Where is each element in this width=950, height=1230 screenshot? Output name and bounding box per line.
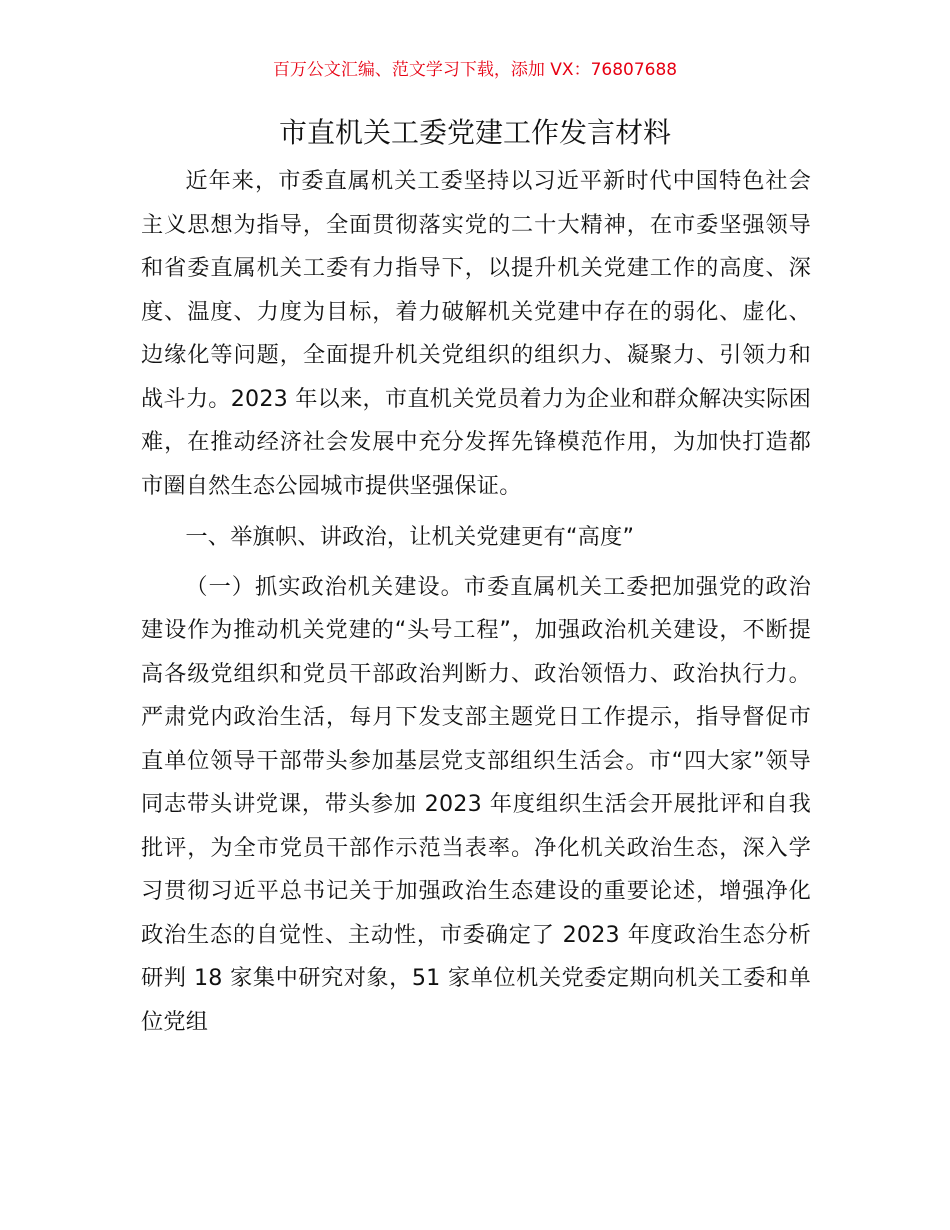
- document-title: 市直机关工委党建工作发言材料: [278, 116, 671, 149]
- paragraph-subsection-1: （一）抓实政治机关建设。市委直属机关工委把加强党的政治建设作为推动机关党建的“头号工程”，加强政治机关建设，不断提高各级党组织和党员干部政治判断力、政治领悟力、政治执行力。严肃党内政治生活，每月下发支部主题党日工作提示，指导督促市直单位领导干部带头参加基层党支部组织生活会。市“四大家”领导同志带头讲党课，带头参加 2023 年度组织生活会开展批评和自我批评，为全市党员干部作示范当表率。净化机关政治生态，深入学习贯彻习近平总书记关于加强政治生态建设的重要论述，增强净化政治生态的自觉性、主动性，市委确定了 2023 年度政治生态分析研判 18 家集中研究对象，51 家单位机关党委定期向机关工委和单位党组: [141, 573, 811, 1035]
- document-body: [141, 160, 811, 1044]
- paragraph-intro: 近年来，市委直属机关工委坚持以习近平新时代中国特色社会主义思想为指导，全面贯彻落实党的二十大精神，在市委坚强领导和省委直属机关工委有力指导下，以提升机关党建工作的高度、深度、温度、力度为目标，着力破解机关党建中存在的弱化、虚化、边缘化等问题，全面提升机关党组织的组织力、凝聚力、引领力和战斗力。2023 年以来，市直机关党员着力为企业和群众解决实际困难，在推动经济社会发展中充分发挥先锋模范作用，为加快打造都市圈自然生态公园城市提供坚强保证。: [141, 168, 811, 499]
- section-heading-1: 一、举旗帜、讲政治，让机关党建更有“高度”: [185, 524, 635, 550]
- watermark-header: 百万公文汇编、范文学习下载，添加 VX：76807688: [272, 60, 678, 80]
